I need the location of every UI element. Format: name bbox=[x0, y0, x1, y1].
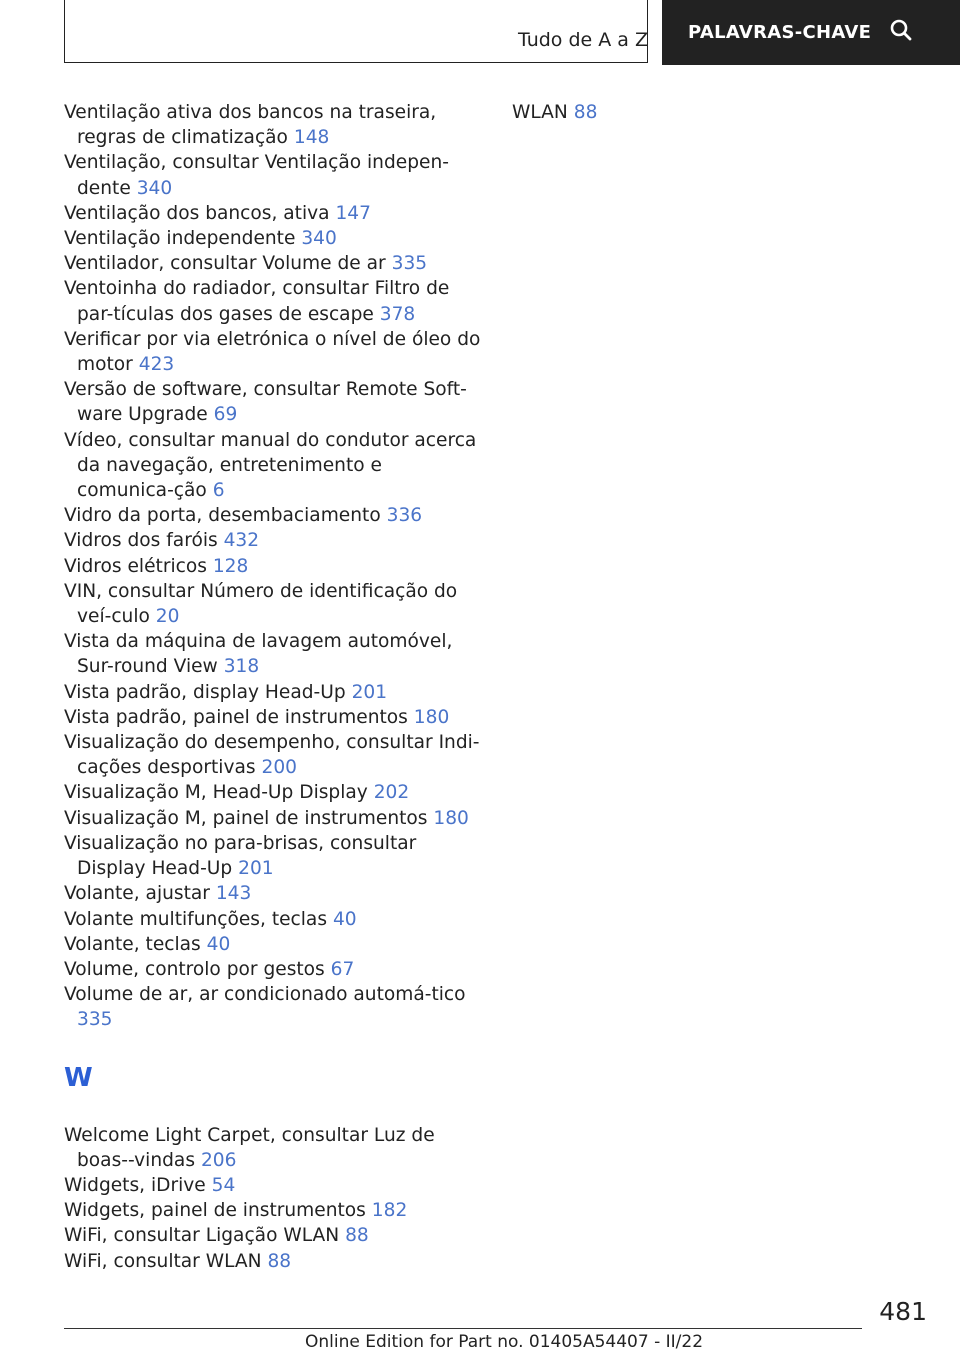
index-entry-text: Widgets, iDrive bbox=[64, 1174, 206, 1196]
page-reference-link[interactable]: 340 bbox=[301, 228, 337, 250]
page-reference-link[interactable]: 88 bbox=[573, 102, 598, 123]
index-entry bbox=[64, 1198, 484, 1223]
index-entry-text: WiFi, consultar WLAN bbox=[64, 1250, 262, 1272]
index-entry-text: Ventilação independente bbox=[64, 228, 296, 250]
footer-edition: Online Edition for Part no. 01405A54407 - II/22 bbox=[305, 1332, 704, 1352]
page-reference-link[interactable]: 378 bbox=[379, 303, 416, 325]
keyword-tab-label: PALAVRAS-CHAVE bbox=[688, 22, 872, 43]
index-entry bbox=[64, 705, 484, 730]
page-reference-link[interactable]: 336 bbox=[386, 505, 423, 527]
page-reference-link[interactable]: 148 bbox=[293, 127, 330, 149]
index-entry-text: Visualização do desempenho, consultar Indi-cações desportivas bbox=[64, 732, 480, 779]
index-entry-text: Volante, teclas bbox=[64, 933, 201, 955]
index-entry bbox=[64, 730, 484, 780]
page-reference-link[interactable]: 201 bbox=[238, 858, 274, 880]
index-list-w bbox=[64, 1123, 484, 1274]
index-entry-text: Vista padrão, painel de instrumentos bbox=[64, 706, 408, 728]
page-reference-link[interactable]: 318 bbox=[223, 656, 260, 678]
page-reference-link[interactable]: 432 bbox=[223, 530, 260, 552]
index-entry-text: Ventilação, consultar Ventilação indepen-dente bbox=[64, 152, 449, 199]
page-reference-link[interactable]: 206 bbox=[200, 1149, 237, 1171]
index-entry bbox=[64, 831, 484, 881]
index-entry bbox=[512, 100, 932, 125]
index-entry bbox=[64, 932, 484, 957]
index-entry bbox=[64, 680, 484, 705]
footer-divider bbox=[64, 1328, 862, 1329]
page-reference-link[interactable]: 202 bbox=[373, 782, 410, 804]
page-reference-link[interactable]: 40 bbox=[206, 933, 231, 955]
index-entry-text: Vista da máquina de lavagem automóvel, Sur-round View bbox=[64, 631, 453, 678]
index-entry-text: Vidro da porta, desembaciamento bbox=[64, 505, 381, 527]
page-reference-link[interactable]: 40 bbox=[332, 908, 357, 930]
index-entry-text: Visualização no para-brisas, consultar Display Head-Up bbox=[64, 832, 417, 880]
search-icon[interactable] bbox=[889, 18, 913, 47]
index-entry bbox=[64, 579, 484, 629]
index-entry-text: Visualização M, Head-Up Display bbox=[64, 782, 368, 804]
index-entry bbox=[64, 881, 484, 906]
page-reference-link[interactable]: 88 bbox=[267, 1250, 292, 1272]
index-entry bbox=[64, 1123, 484, 1173]
section-tab[interactable]: Tudo de A a Z bbox=[517, 29, 648, 51]
page-reference-link[interactable]: 180 bbox=[433, 807, 469, 829]
index-entry-text: Welcome Light Carpet, consultar Luz de boas--vindas bbox=[64, 1124, 435, 1171]
index-entry-text: VIN, consultar Número de identificação do veí-culo bbox=[64, 580, 458, 628]
index-entry bbox=[64, 276, 484, 326]
keyword-tab[interactable] bbox=[662, 0, 960, 65]
index-column-left bbox=[64, 100, 484, 1274]
index-entry-text: Ventilador, consultar Volume de ar bbox=[64, 253, 386, 275]
index-column-right bbox=[512, 100, 932, 125]
page-reference-link[interactable]: 6 bbox=[212, 480, 225, 502]
index-entry bbox=[64, 201, 484, 226]
index-list-right bbox=[512, 100, 932, 125]
index-entry bbox=[64, 780, 484, 805]
page-reference-link[interactable]: 88 bbox=[345, 1225, 369, 1247]
page-number: 481 bbox=[879, 1297, 927, 1326]
index-entry bbox=[64, 982, 484, 1032]
index-entry bbox=[64, 1173, 484, 1198]
index-entry-text: Ventoinha do radiador, consultar Filtro de par-tículas dos gases de escape bbox=[64, 278, 450, 325]
index-entry bbox=[64, 150, 484, 200]
index-entry-text: Volume, controlo por gestos bbox=[64, 958, 325, 980]
page-reference-link[interactable]: 201 bbox=[351, 681, 388, 703]
page-reference-link[interactable]: 67 bbox=[330, 958, 355, 980]
index-entry-text: Vidros dos faróis bbox=[64, 530, 218, 552]
page-reference-link[interactable]: 180 bbox=[413, 706, 450, 728]
page-reference-link[interactable]: 147 bbox=[335, 202, 371, 224]
index-entry bbox=[64, 554, 484, 579]
index-entry-text: Widgets, painel de instrumentos bbox=[64, 1200, 366, 1222]
index-entry bbox=[64, 100, 484, 150]
index-entry-text: Visualização M, painel de instrumentos bbox=[64, 807, 428, 829]
index-entry-text: Vídeo, consultar manual do condutor acerca da navegação, entretenimento e comunica-ção bbox=[64, 429, 477, 502]
index-entry bbox=[64, 629, 484, 679]
page-reference-link[interactable]: 423 bbox=[138, 354, 175, 376]
page-reference-link[interactable]: 20 bbox=[155, 606, 180, 628]
index-entry bbox=[64, 377, 484, 427]
letter-heading-w: W bbox=[64, 1062, 93, 1093]
index-entry bbox=[64, 806, 484, 831]
index-entry-text: Vista padrão, display Head-Up bbox=[64, 681, 346, 703]
page-reference-link[interactable]: 335 bbox=[77, 1009, 113, 1031]
index-entry-text: WLAN bbox=[512, 102, 568, 123]
index-entry-text: Volante, ajustar bbox=[64, 883, 210, 905]
index-entry bbox=[64, 1249, 484, 1274]
page-reference-link[interactable]: 128 bbox=[212, 555, 249, 577]
page-reference-link[interactable]: 182 bbox=[371, 1200, 408, 1222]
page-reference-link[interactable]: 69 bbox=[213, 404, 238, 426]
index-entry bbox=[64, 528, 484, 553]
index-entry-text: Volume de ar, ar condicionado automá-tico bbox=[64, 984, 466, 1006]
index-entry bbox=[64, 957, 484, 982]
index-entry-text: Ventilação dos bancos, ativa bbox=[64, 202, 330, 224]
page-reference-link[interactable]: 54 bbox=[211, 1174, 236, 1196]
index-entry-text: Vidros elétricos bbox=[64, 555, 207, 577]
page-reference-link[interactable]: 340 bbox=[136, 177, 173, 199]
index-entry bbox=[64, 226, 484, 251]
page-reference-link[interactable]: 200 bbox=[261, 757, 297, 779]
index-entry bbox=[64, 1223, 484, 1248]
index-entry bbox=[64, 907, 484, 932]
index-entry-text: Volante multifunções, teclas bbox=[64, 908, 328, 930]
page-reference-link[interactable]: 143 bbox=[215, 883, 252, 905]
page-reference-link[interactable]: 335 bbox=[391, 253, 428, 275]
index-list-v bbox=[64, 100, 484, 1033]
index-entry bbox=[64, 251, 484, 276]
index-entry-text: Versão de software, consultar Remote Soft-ware Upgrade bbox=[64, 379, 467, 426]
index-entry bbox=[64, 327, 484, 377]
index-entry-text: Verificar por via eletrónica o nível de óleo do motor bbox=[64, 328, 481, 376]
index-entry-text: WiFi, consultar Ligação WLAN bbox=[64, 1225, 340, 1247]
index-entry bbox=[64, 503, 484, 528]
index-entry-text: Ventilação ativa dos bancos na traseira, regras de climatização bbox=[64, 102, 437, 149]
index-entry bbox=[64, 428, 484, 504]
